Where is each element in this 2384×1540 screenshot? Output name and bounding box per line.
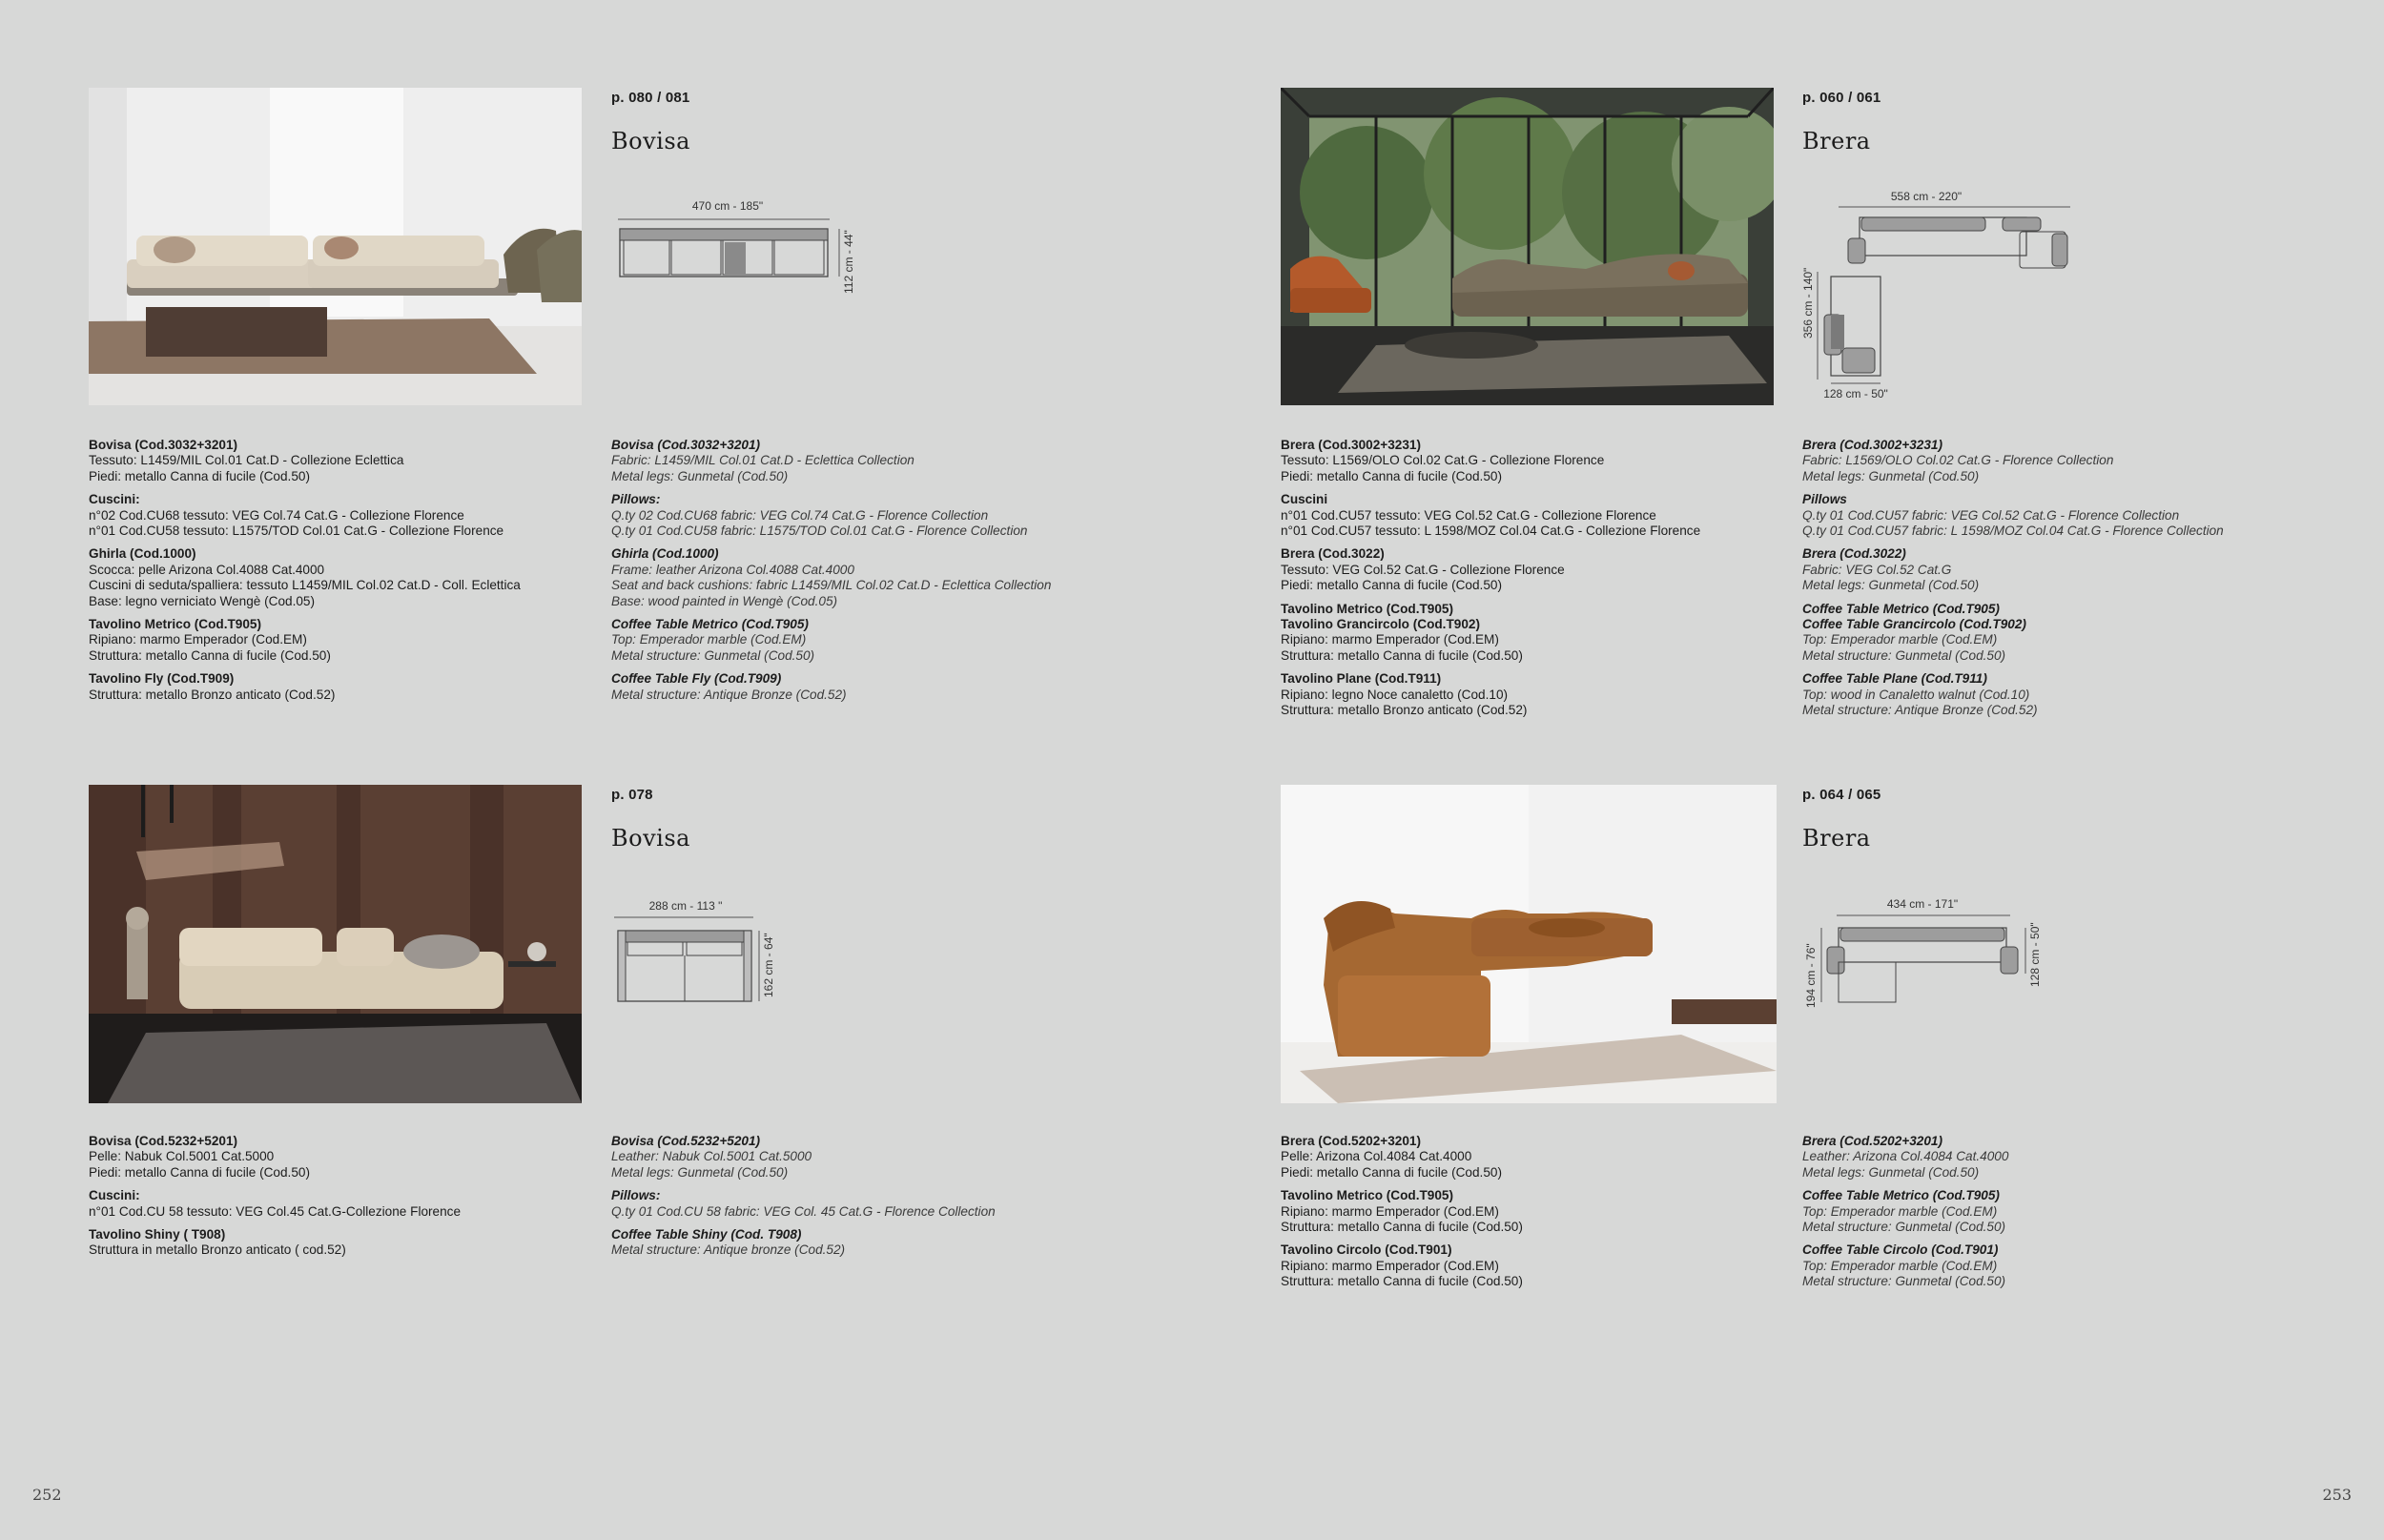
spec-group	[89, 617, 585, 664]
spec-heading: Brera (Cod.5202+3201)	[1281, 1134, 1421, 1148]
spec-en-1	[1802, 438, 2355, 727]
dimension-depth: 194 cm - 76"	[1804, 943, 1818, 1008]
page-number-left: 252	[32, 1486, 62, 1504]
spec-group	[1281, 1188, 1786, 1235]
page-ref: p. 060 / 061	[1802, 90, 1881, 106]
spec-line: Struttura: metallo Bronzo anticato (Cod.52)	[89, 687, 336, 702]
spec-group	[611, 492, 1145, 539]
spec-line: Pelle: Arizona Col.4084 Cat.4000	[1281, 1149, 1472, 1164]
spec-line: Metal legs: Gunmetal (Cod.50)	[611, 468, 789, 483]
spec-group	[89, 546, 585, 609]
spec-line: Ripiano: marmo Emperador (Cod.EM)	[89, 632, 307, 647]
spec-line: Metal structure: Gunmetal (Cod.50)	[1802, 647, 2006, 663]
spec-heading: Ghirla (Cod.1000)	[611, 546, 719, 562]
spec-line: Ripiano: marmo Emperador (Cod.EM)	[1281, 632, 1499, 647]
spec-line: Piedi: metallo Canna di fucile (Cod.50)	[1281, 1164, 1502, 1180]
model-name: Bovisa	[611, 825, 690, 852]
spec-group	[611, 546, 1145, 609]
spec-line: Piedi: metallo Canna di fucile (Cod.50)	[89, 1164, 310, 1180]
spec-line: n°01 Cod.CU57 tessuto: L 1598/MOZ Col.04 Cat.G - Collezione Florence	[1281, 524, 1701, 539]
spec-heading: Bovisa (Cod.3032+3201)	[611, 438, 761, 452]
spec-line: Top: Emperador marble (Cod.EM)	[1802, 1258, 1998, 1273]
dimension-depth: 356 cm - 140"	[1801, 267, 1815, 339]
model-name: Brera	[1802, 128, 1871, 154]
spec-line: Struttura: metallo Canna di fucile (Cod.50)	[89, 647, 331, 663]
spec-heading: Brera (Cod.5202+3201)	[1802, 1134, 1942, 1148]
spec-group	[89, 492, 585, 539]
spec-group	[89, 438, 585, 484]
spec-line: Leather: Nabuk Col.5001 Cat.5000	[611, 1149, 812, 1164]
spec-line: Piedi: metallo Canna di fucile (Cod.50)	[1281, 578, 1502, 593]
spec-line: Metal structure: Antique Bronze (Cod.52)	[1802, 703, 2038, 718]
spec-group	[611, 1134, 1145, 1181]
spec-line: n°01 Cod.CU57 tessuto: VEG Col.52 Cat.G - Collezione Florence	[1281, 507, 1656, 523]
dimension-chaise: 128 cm - 50"	[1823, 387, 1888, 400]
spec-line: Struttura in metallo Bronzo anticato ( cod.52)	[89, 1242, 346, 1258]
spec-group	[611, 1188, 1145, 1220]
spec-group	[1802, 438, 2355, 484]
spec-line: Struttura: metallo Canna di fucile (Cod.50)	[1281, 1220, 1523, 1235]
spec-heading: Tavolino Metrico (Cod.T905)	[1281, 601, 1454, 616]
dimension-depth: 162 cm - 64"	[762, 933, 775, 997]
spec-line: Tessuto: L1569/OLO Col.02 Cat.G - Collezione Florence	[1281, 453, 1605, 468]
spec-heading: Coffee Table Metrico (Cod.T905)	[1802, 1188, 2000, 1203]
spec-line: Q.ty 01 Cod.CU57 fabric: L 1598/MOZ Col.04 Cat.G - Florence Collection	[1802, 524, 2224, 539]
spec-group	[1802, 671, 2355, 718]
spec-line: Metal structure: Antique Bronze (Cod.52)	[611, 687, 847, 702]
spec-heading: Brera (Cod.3002+3231)	[1281, 438, 1421, 452]
spec-line: n°02 Cod.CU68 tessuto: VEG Col.74 Cat.G - Collezione Florence	[89, 507, 464, 523]
spec-line: Q.ty 01 Cod.CU 58 fabric: VEG Col. 45 Cat.G - Florence Collection	[611, 1203, 996, 1219]
spec-line: n°01 Cod.CU 58 tessuto: VEG Col.45 Cat.G-Collezione Florence	[89, 1203, 462, 1219]
spec-line: Metal structure: Gunmetal (Cod.50)	[1802, 1274, 2006, 1289]
plan-bovisa-288	[614, 896, 805, 1011]
spec-heading: Coffee Table Fly (Cod.T909)	[611, 671, 782, 687]
spec-en-2	[611, 1134, 1145, 1266]
spec-line: Metal structure: Antique bronze (Cod.52)	[611, 1242, 846, 1258]
plan-bovisa-470	[618, 198, 866, 303]
spec-heading: Bovisa (Cod.5232+5201)	[89, 1134, 238, 1148]
spec-heading: Tavolino Fly (Cod.T909)	[89, 671, 235, 687]
page-ref: p. 080 / 081	[611, 90, 690, 106]
spec-heading: Coffee Table Circolo (Cod.T901)	[1802, 1242, 1999, 1258]
spec-heading: Cuscini:	[89, 492, 140, 507]
spec-line: Tessuto: L1459/MIL Col.01 Cat.D - Collezione Eclettica	[89, 453, 404, 468]
spec-heading: Tavolino Metrico (Cod.T905)	[1281, 1188, 1454, 1203]
spec-line: Piedi: metallo Canna di fucile (Cod.50)	[1281, 468, 1502, 483]
spec-group	[1802, 492, 2355, 539]
photo-bovisa-leather	[89, 785, 582, 1103]
spec-heading: Brera (Cod.3002+3231)	[1802, 438, 1942, 452]
spec-heading: Coffee Table Metrico (Cod.T905)	[1802, 601, 2000, 616]
spec-line: Metal structure: Gunmetal (Cod.50)	[1802, 1220, 2006, 1235]
spec-heading: Bovisa (Cod.3032+3201)	[89, 438, 238, 452]
spec-en-3	[1802, 1134, 2355, 1298]
spec-group	[1281, 438, 1786, 484]
spec-heading: Pillows:	[611, 1188, 661, 1203]
spec-group	[1281, 1242, 1786, 1289]
spec-heading: Tavolino Circolo (Cod.T901)	[1281, 1242, 1452, 1258]
dimension-width: 558 cm - 220"	[1890, 190, 1963, 203]
spec-line: Struttura: metallo Bronzo anticato (Cod.52)	[1281, 703, 1528, 718]
spec-group	[1802, 1188, 2355, 1235]
spec-group	[1281, 1134, 1786, 1181]
spec-it-3	[1281, 1134, 1786, 1298]
spec-line: n°01 Cod.CU58 tessuto: L1575/TOD Col.01 Cat.G - Collezione Florence	[89, 524, 504, 539]
spec-line: Scocca: pelle Arizona Col.4088 Cat.4000	[89, 562, 325, 577]
spec-group	[89, 1134, 585, 1181]
spec-line: Fabric: L1569/OLO Col.02 Cat.G - Florence Collection	[1802, 453, 2114, 468]
dimension-back: 128 cm - 50"	[2028, 922, 2042, 987]
spec-group	[611, 1227, 1145, 1259]
dimension-width: 288 cm - 113 "	[648, 899, 723, 913]
spec-line: Base: legno verniciato Wengè (Cod.05)	[89, 593, 316, 608]
spec-line: Frame: leather Arizona Col.4088 Cat.4000	[611, 562, 854, 577]
spec-line: Seat and back cushions: fabric L1459/MIL Col.02 Cat.D - Eclettica Collection	[611, 578, 1052, 593]
spec-line: Struttura: metallo Canna di fucile (Cod.50)	[1281, 1274, 1523, 1289]
spec-heading: Tavolino Plane (Cod.T911)	[1281, 671, 1442, 687]
spec-line: Metal legs: Gunmetal (Cod.50)	[611, 1164, 789, 1180]
spec-heading: Bovisa (Cod.5232+5201)	[611, 1134, 761, 1148]
model-name: Brera	[1802, 825, 1871, 852]
spec-line: Struttura: metallo Canna di fucile (Cod.50)	[1281, 647, 1523, 663]
plan-brera-434	[1798, 892, 2046, 1016]
spec-line: Top: wood in Canaletto walnut (Cod.10)	[1802, 687, 2030, 702]
dimension-width: 434 cm - 171"	[1886, 897, 1959, 911]
spec-line: Ripiano: legno Noce canaletto (Cod.10)	[1281, 687, 1509, 702]
spec-group	[89, 1188, 585, 1220]
spec-line: Q.ty 01 Cod.CU58 fabric: L1575/TOD Col.01 Cat.G - Florence Collection	[611, 524, 1028, 539]
spec-group	[611, 438, 1145, 484]
spec-it-0	[89, 438, 585, 710]
page-ref: p. 078	[611, 787, 653, 803]
spec-line: Metal legs: Gunmetal (Cod.50)	[1802, 1164, 1980, 1180]
spec-heading: Tavolino Grancircolo (Cod.T902)	[1281, 617, 1480, 632]
photo-brera-leather	[1281, 785, 1777, 1103]
dimension-width: 470 cm - 185"	[691, 199, 764, 213]
spec-heading: Brera (Cod.3022)	[1281, 546, 1385, 562]
spec-heading: Brera (Cod.3022)	[1802, 546, 1906, 562]
spec-line: Q.ty 01 Cod.CU57 fabric: VEG Col.52 Cat.G - Florence Collection	[1802, 507, 2180, 523]
spec-line: Pelle: Nabuk Col.5001 Cat.5000	[89, 1149, 275, 1164]
spec-line: Piedi: metallo Canna di fucile (Cod.50)	[89, 468, 310, 483]
spec-heading: Coffee Table Grancircolo (Cod.T902)	[1802, 617, 2026, 632]
spec-heading: Tavolino Shiny ( T908)	[89, 1227, 226, 1242]
spec-heading: Ghirla (Cod.1000)	[89, 546, 196, 562]
spec-group	[1281, 671, 1786, 718]
spec-heading: Coffee Table Metrico (Cod.T905)	[611, 617, 809, 632]
spec-heading: Coffee Table Plane (Cod.T911)	[1802, 671, 1987, 687]
spec-it-2	[89, 1134, 585, 1266]
spec-group	[1802, 546, 2355, 593]
model-name: Bovisa	[611, 128, 690, 154]
spec-heading: Coffee Table Shiny (Cod. T908)	[611, 1227, 802, 1242]
spec-heading: Pillows	[1802, 492, 1847, 507]
spec-heading: Cuscini	[1281, 492, 1328, 507]
spec-line: Ripiano: marmo Emperador (Cod.EM)	[1281, 1258, 1499, 1273]
page-ref: p. 064 / 065	[1802, 787, 1881, 803]
spec-line: Metal structure: Gunmetal (Cod.50)	[611, 647, 815, 663]
spec-group	[1802, 602, 2355, 665]
spec-group	[1281, 492, 1786, 539]
page-number-right: 253	[2322, 1486, 2352, 1504]
spec-line: Tessuto: VEG Col.52 Cat.G - Collezione Florence	[1281, 562, 1565, 577]
spec-group	[1802, 1134, 2355, 1181]
spec-line: Q.ty 02 Cod.CU68 fabric: VEG Col.74 Cat.G - Florence Collection	[611, 507, 989, 523]
spec-line: Top: Emperador marble (Cod.EM)	[1802, 1203, 1998, 1219]
spec-group	[89, 671, 585, 703]
spec-en-0	[611, 438, 1145, 710]
spec-line: Metal legs: Gunmetal (Cod.50)	[1802, 468, 1980, 483]
spec-group	[1802, 1242, 2355, 1289]
spec-group	[611, 617, 1145, 664]
spec-heading: Cuscini:	[89, 1188, 140, 1203]
photo-brera-glasshouse	[1281, 88, 1774, 405]
spec-group	[611, 671, 1145, 703]
photo-bovisa-living	[89, 88, 582, 405]
spec-line: Fabric: L1459/MIL Col.01 Cat.D - Eclettica Collection	[611, 453, 915, 468]
spec-heading: Pillows:	[611, 492, 661, 507]
spec-group	[1281, 602, 1786, 665]
spec-line: Top: Emperador marble (Cod.EM)	[611, 632, 807, 647]
spec-line: Fabric: VEG Col.52 Cat.G	[1802, 562, 1952, 577]
spec-it-1	[1281, 438, 1786, 727]
spec-group	[1281, 546, 1786, 593]
spec-line: Ripiano: marmo Emperador (Cod.EM)	[1281, 1203, 1499, 1219]
dimension-depth: 112 cm - 44"	[842, 230, 855, 294]
spec-line: Leather: Arizona Col.4084 Cat.4000	[1802, 1149, 2009, 1164]
spec-line: Base: wood painted in Wengè (Cod.05)	[611, 593, 838, 608]
spec-heading: Tavolino Metrico (Cod.T905)	[89, 617, 262, 632]
spec-line: Cuscini di seduta/spalliera: tessuto L1459/MIL Col.02 Cat.D - Coll. Eclettica	[89, 578, 521, 593]
spec-line: Top: Emperador marble (Cod.EM)	[1802, 632, 1998, 647]
spec-group	[89, 1227, 585, 1259]
plan-brera-558	[1800, 186, 2086, 405]
spec-line: Metal legs: Gunmetal (Cod.50)	[1802, 578, 1980, 593]
